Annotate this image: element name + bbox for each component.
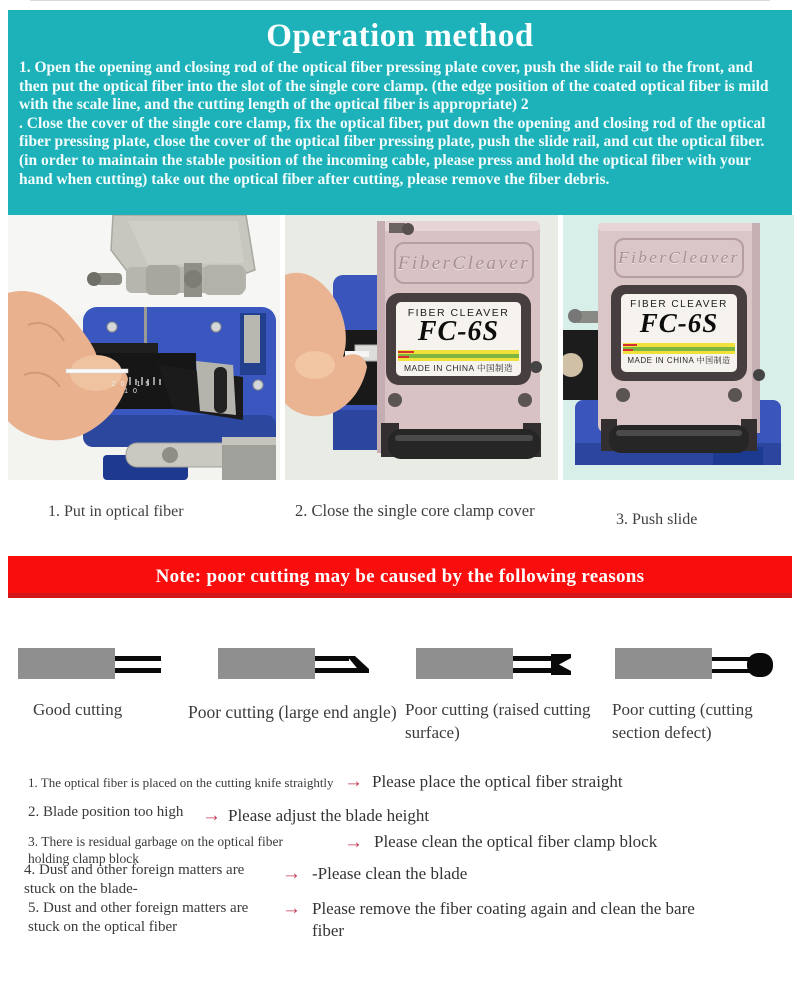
- solution-5: Please remove the fiber coating again and clean the bare fiber: [312, 899, 695, 940]
- diagram-raised-surface: [416, 642, 576, 687]
- operation-method-section: [8, 10, 792, 215]
- photo-push-slide: [563, 215, 794, 480]
- label-model-text: FC-6S: [639, 308, 719, 338]
- diagram-caption-angle: Poor cutting (large end angle): [188, 702, 397, 722]
- diagram-large-end-angle: [218, 642, 378, 687]
- fiber-notched-end-icon: [416, 642, 576, 687]
- cause-4-line1: 4. Dust and other foreign matters are: [24, 862, 245, 878]
- solution-2: Please adjust the blade height: [228, 806, 430, 825]
- label-title-text: FIBER CLEAVER: [630, 299, 728, 310]
- fiber-angled-end-icon: [218, 642, 378, 687]
- note-banner: [8, 556, 792, 598]
- cause-1: 1. The optical fiber is placed on the cutting knife straightly: [28, 775, 334, 790]
- label-origin-text: MADE IN CHINA 中国制造: [627, 356, 731, 365]
- operation-step-2: . Close the cover of the single core clamp, fix the optical fiber, put down the opening and closing rod of the optical fiber pressing plate, close the cover of the optical fiber pressing plate, push the slide rail, and cut the optical fiber. (in order to maintain the stable position of the incoming cable, please press and hold the optical fiber with your hand when cutting) take out the optical fiber after cutting, please remove the fiber debris.: [19, 114, 766, 188]
- photo-close-clamp-cover: [285, 215, 558, 480]
- lid-brand-text: FiberCleaver: [397, 253, 531, 274]
- label-origin-text: MADE IN CHINA 中国制造: [403, 363, 514, 373]
- diagram-section-defect: [615, 642, 775, 687]
- caption-step-3: 3. Push slide: [616, 511, 698, 528]
- top-divider: [30, 0, 770, 1]
- solution-1: Please place the optical fiber straight: [372, 772, 623, 791]
- diagram-good-cutting: [18, 642, 178, 687]
- photo-1-illustration: [8, 215, 280, 480]
- arrow-icon: →: [202, 805, 221, 826]
- caption-step-2: 2. Close the single core clamp cover: [295, 501, 535, 520]
- label-title-text: FIBER CLEAVER: [407, 307, 510, 319]
- page-title: Operation method: [266, 18, 534, 54]
- cause-5-line1: 5. Dust and other foreign matters are: [28, 900, 249, 916]
- arrow-icon: →: [344, 771, 363, 792]
- cause-3-line1: 3. There is residual garbage on the optical fiber: [28, 834, 284, 849]
- solution-4: -Please clean the blade: [312, 864, 468, 883]
- diagram-caption-raised: Poor cutting (raised cutting surface): [405, 700, 591, 742]
- optical-fiber: [66, 369, 128, 373]
- cause-2: 2. Blade position too high: [28, 804, 184, 820]
- cause-3-line2: holding clamp block: [28, 851, 139, 866]
- diagram-caption-defect: Poor cutting (cutting section defect): [612, 700, 753, 742]
- blade-assembly: [196, 361, 236, 415]
- caption-step-1: 1. Put in optical fiber: [48, 503, 184, 520]
- arrow-icon: →: [344, 832, 363, 853]
- diagram-caption-good: Good cutting: [33, 700, 123, 719]
- solution-3: Please clean the optical fiber clamp block: [374, 832, 658, 851]
- arrow-icon: →: [282, 863, 301, 884]
- clamp-scale-numbers: 20 15 10: [111, 381, 155, 395]
- arrow-icon: →: [282, 898, 301, 919]
- label-model-text: FC-6S: [417, 316, 500, 347]
- cause-4-line2: stuck on the blade-: [24, 881, 138, 897]
- photo-put-in-fiber: [8, 215, 280, 480]
- cause-5-line2: stuck on the optical fiber: [28, 919, 178, 935]
- lid-brand-text: FiberCleaver: [618, 248, 740, 267]
- note-banner-text: Note: poor cutting may be caused by the following reasons: [155, 566, 645, 587]
- fiber-rounded-end-icon: [615, 642, 775, 687]
- fiber-flat-end-icon: [18, 642, 178, 687]
- operation-step-1: 1. Open the opening and closing rod of the optical fiber pressing plate cover, push the slide rail to the front, and then put the optical fiber into the slot of the single core clamp. (the edge position of the coated optical fiber is mild with the scale line, and the cutting length of the optical fiber is appropriate) 2: [19, 59, 769, 114]
